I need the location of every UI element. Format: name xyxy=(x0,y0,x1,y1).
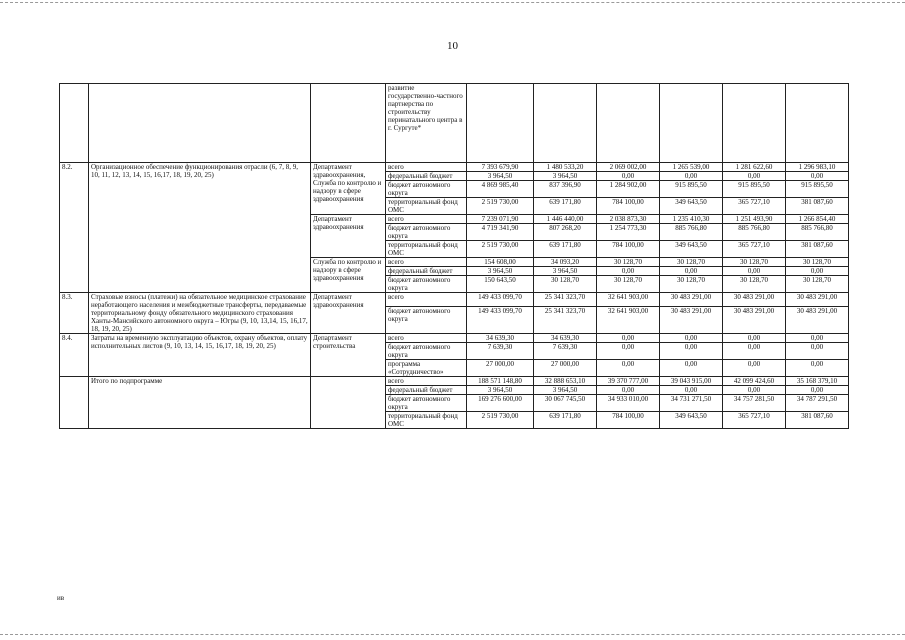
cell-executor xyxy=(311,84,386,163)
executor xyxy=(311,377,386,429)
amount-cell: 32 641 903,00 xyxy=(597,293,660,307)
amount-cell: 639 171,80 xyxy=(534,198,597,215)
amount-cell: 0,00 xyxy=(597,360,660,377)
amount-cell: 34 757 281,50 xyxy=(723,395,786,412)
funding-source: всего xyxy=(386,293,467,307)
funding-source: всего xyxy=(386,215,467,224)
cell-value xyxy=(786,84,849,163)
amount-cell: 0,00 xyxy=(723,334,786,343)
amount-cell: 0,00 xyxy=(723,267,786,276)
amount-cell: 2 519 730,00 xyxy=(467,198,534,215)
amount-cell: 0,00 xyxy=(723,360,786,377)
amount-cell: 3 964,50 xyxy=(467,267,534,276)
amount-cell: 0,00 xyxy=(786,334,849,343)
amount-cell: 149 433 099,70 xyxy=(467,293,534,307)
cell-value xyxy=(534,84,597,163)
amount-cell: 1 235 410,30 xyxy=(660,215,723,224)
section-name: Итого по подпрограмме xyxy=(89,377,311,429)
table-row xyxy=(60,334,849,343)
amount-cell: 381 087,60 xyxy=(786,198,849,215)
amount-cell: 885 766,80 xyxy=(723,224,786,241)
amount-cell: 30 128,70 xyxy=(660,258,723,267)
amount-cell: 4 719 341,90 xyxy=(467,224,534,241)
amount-cell: 0,00 xyxy=(786,386,849,395)
amount-cell: 1 266 854,40 xyxy=(786,215,849,224)
amount-cell: 0,00 xyxy=(660,343,723,360)
amount-cell: 188 571 148,80 xyxy=(467,377,534,386)
amount-cell: 30 128,70 xyxy=(597,258,660,267)
funding-source: территориальный фонд ОМС xyxy=(386,241,467,258)
cell-num xyxy=(60,84,89,163)
funding-source: территориальный фонд ОМС xyxy=(386,198,467,215)
cell-value xyxy=(597,84,660,163)
amount-cell: 30 128,70 xyxy=(723,258,786,267)
table-body xyxy=(60,84,849,429)
funding-source: всего xyxy=(386,163,467,172)
funding-source: всего xyxy=(386,334,467,343)
amount-cell: 149 433 099,70 xyxy=(467,307,534,334)
section-name: Затраты на временную эксплуатацию объектов, охрану объектов, оплату исполнительных листов (9, 10, 13, 14, 15, 16,17, 18, 19, 20, 25) xyxy=(89,334,311,377)
amount-cell: 35 168 379,10 xyxy=(786,377,849,386)
section-number xyxy=(60,377,89,429)
amount-cell: 32 888 653,10 xyxy=(534,377,597,386)
amount-cell: 0,00 xyxy=(660,386,723,395)
funding-source: федеральный бюджет xyxy=(386,267,467,276)
scan-bottom-edge xyxy=(0,634,905,635)
amount-cell: 169 276 600,00 xyxy=(467,395,534,412)
amount-cell: 3 964,50 xyxy=(534,172,597,181)
amount-cell: 1 296 983,10 xyxy=(786,163,849,172)
table-row xyxy=(60,163,849,172)
amount-cell: 915 895,50 xyxy=(786,181,849,198)
amount-cell: 3 964,50 xyxy=(534,386,597,395)
amount-cell: 7 639,30 xyxy=(534,343,597,360)
funding-source: федеральный бюджет xyxy=(386,172,467,181)
amount-cell: 32 641 903,00 xyxy=(597,307,660,334)
amount-cell: 1 281 622,60 xyxy=(723,163,786,172)
amount-cell: 0,00 xyxy=(597,172,660,181)
amount-cell: 39 370 777,00 xyxy=(597,377,660,386)
executor: Департамент здравоохранения, Служба по контролю и надзору в сфере здравоохранения xyxy=(311,163,386,215)
amount-cell: 381 087,60 xyxy=(786,412,849,429)
amount-cell: 0,00 xyxy=(786,360,849,377)
amount-cell: 30 128,70 xyxy=(534,276,597,293)
amount-cell: 30 128,70 xyxy=(786,276,849,293)
amount-cell: 30 483 291,00 xyxy=(723,293,786,307)
amount-cell: 34 731 271,50 xyxy=(660,395,723,412)
section-number: 8.3. xyxy=(60,293,89,334)
amount-cell: 365 727,10 xyxy=(723,241,786,258)
amount-cell: 349 643,50 xyxy=(660,198,723,215)
cell-name xyxy=(89,84,311,163)
amount-cell: 915 895,50 xyxy=(660,181,723,198)
amount-cell: 4 869 985,40 xyxy=(467,181,534,198)
table-row xyxy=(60,377,849,386)
funding-source: бюджет автономного округа xyxy=(386,343,467,360)
amount-cell: 30 483 291,00 xyxy=(786,293,849,307)
amount-cell: 42 099 424,60 xyxy=(723,377,786,386)
amount-cell: 39 043 915,00 xyxy=(660,377,723,386)
amount-cell: 784 100,00 xyxy=(597,198,660,215)
amount-cell: 3 964,50 xyxy=(534,267,597,276)
page-number: 10 xyxy=(447,40,458,52)
amount-cell: 27 000,00 xyxy=(534,360,597,377)
funding-source: бюджет автономного округа xyxy=(386,276,467,293)
amount-cell: 3 964,50 xyxy=(467,386,534,395)
amount-cell: 885 766,80 xyxy=(786,224,849,241)
amount-cell: 0,00 xyxy=(786,172,849,181)
amount-cell: 30 128,70 xyxy=(723,276,786,293)
amount-cell: 34 639,30 xyxy=(467,334,534,343)
funding-source: всего xyxy=(386,377,467,386)
funding-source: программа «Сотрудничество» xyxy=(386,360,467,377)
section-number: 8.4. xyxy=(60,334,89,377)
amount-cell: 349 643,50 xyxy=(660,412,723,429)
amount-cell: 30 067 745,50 xyxy=(534,395,597,412)
amount-cell: 0,00 xyxy=(660,267,723,276)
amount-cell: 7 239 071,90 xyxy=(467,215,534,224)
amount-cell: 30 483 291,00 xyxy=(786,307,849,334)
executor: Департамент здравоохранения xyxy=(311,293,386,334)
amount-cell: 3 964,50 xyxy=(467,172,534,181)
cell-value xyxy=(467,84,534,163)
amount-cell: 0,00 xyxy=(597,334,660,343)
amount-cell: 0,00 xyxy=(723,386,786,395)
amount-cell: 30 128,70 xyxy=(660,276,723,293)
amount-cell: 0,00 xyxy=(660,334,723,343)
table-row xyxy=(60,293,849,307)
amount-cell: 30 128,70 xyxy=(597,276,660,293)
funding-source: всего xyxy=(386,258,467,267)
amount-cell: 30 483 291,00 xyxy=(723,307,786,334)
amount-cell: 0,00 xyxy=(597,386,660,395)
amount-cell: 7 639,30 xyxy=(467,343,534,360)
amount-cell: 1 254 773,30 xyxy=(597,224,660,241)
amount-cell: 34 639,30 xyxy=(534,334,597,343)
section-number: 8.2. xyxy=(60,163,89,293)
funding-source: бюджет автономного округа xyxy=(386,307,467,334)
executor: Служба по контролю и надзору в сфере здравоохранения xyxy=(311,258,386,293)
amount-cell: 0,00 xyxy=(660,172,723,181)
amount-cell: 34 933 010,00 xyxy=(597,395,660,412)
cell-value xyxy=(723,84,786,163)
amount-cell: 381 087,60 xyxy=(786,241,849,258)
amount-cell: 0,00 xyxy=(723,343,786,360)
amount-cell: 837 396,90 xyxy=(534,181,597,198)
amount-cell: 784 100,00 xyxy=(597,241,660,258)
funding-source: бюджет автономного округа xyxy=(386,224,467,241)
amount-cell: 784 100,00 xyxy=(597,412,660,429)
amount-cell: 150 643,50 xyxy=(467,276,534,293)
amount-cell: 915 895,50 xyxy=(723,181,786,198)
amount-cell: 2 519 730,00 xyxy=(467,241,534,258)
amount-cell: 2 069 002,00 xyxy=(597,163,660,172)
funding-source: федеральный бюджет xyxy=(386,386,467,395)
amount-cell: 34 787 291,50 xyxy=(786,395,849,412)
footer-mark: ив xyxy=(57,594,65,602)
amount-cell: 34 093,20 xyxy=(534,258,597,267)
amount-cell: 30 483 291,00 xyxy=(660,293,723,307)
amount-cell: 639 171,80 xyxy=(534,241,597,258)
amount-cell: 0,00 xyxy=(660,360,723,377)
amount-cell: 349 643,50 xyxy=(660,241,723,258)
amount-cell: 30 128,70 xyxy=(786,258,849,267)
amount-cell: 1 251 493,90 xyxy=(723,215,786,224)
amount-cell: 639 171,80 xyxy=(534,412,597,429)
executor: Департамент здравоохранения xyxy=(311,215,386,258)
cell-source: развитие государственно-частного партнерства по строительству перинатального центра в г. Сургуте* xyxy=(386,84,467,163)
amount-cell: 885 766,80 xyxy=(660,224,723,241)
amount-cell: 0,00 xyxy=(723,172,786,181)
continuation-row xyxy=(60,84,849,163)
amount-cell: 365 727,10 xyxy=(723,198,786,215)
section-name: Страховые взносы (платежи) на обязательное медицинское страхование неработающего населения и межбюджетные трансферты, передаваемые территориальному фонду обязательного медицинского страхования Ханты-Мансийского автономного округа – Югры (9, 10, 13,14, 15, 16,17, 18, 19, 20, 25) xyxy=(89,293,311,334)
amount-cell: 1 446 440,00 xyxy=(534,215,597,224)
scan-top-edge xyxy=(0,2,905,3)
funding-source: бюджет автономного округа xyxy=(386,395,467,412)
budget-table xyxy=(59,83,849,429)
amount-cell: 30 483 291,00 xyxy=(660,307,723,334)
amount-cell: 1 284 902,00 xyxy=(597,181,660,198)
amount-cell: 25 341 323,70 xyxy=(534,293,597,307)
amount-cell: 0,00 xyxy=(786,343,849,360)
funding-source: бюджет автономного округа xyxy=(386,181,467,198)
amount-cell: 1 265 539,00 xyxy=(660,163,723,172)
amount-cell: 0,00 xyxy=(597,343,660,360)
amount-cell: 1 480 533,20 xyxy=(534,163,597,172)
amount-cell: 25 341 323,70 xyxy=(534,307,597,334)
amount-cell: 154 608,00 xyxy=(467,258,534,267)
executor: Департамент строительства xyxy=(311,334,386,377)
funding-source: территориальный фонд ОМС xyxy=(386,412,467,429)
amount-cell: 365 727,10 xyxy=(723,412,786,429)
amount-cell: 0,00 xyxy=(597,267,660,276)
section-name: Организационное обеспечение функционирования отрасли (6, 7, 8, 9, 10, 11, 12, 13, 14, 15, 16,17, 18, 19, 20, 25) xyxy=(89,163,311,293)
amount-cell: 2 038 873,30 xyxy=(597,215,660,224)
amount-cell: 27 000,00 xyxy=(467,360,534,377)
amount-cell: 2 519 730,00 xyxy=(467,412,534,429)
cell-value xyxy=(660,84,723,163)
amount-cell: 7 393 679,90 xyxy=(467,163,534,172)
amount-cell: 807 268,20 xyxy=(534,224,597,241)
amount-cell: 0,00 xyxy=(786,267,849,276)
